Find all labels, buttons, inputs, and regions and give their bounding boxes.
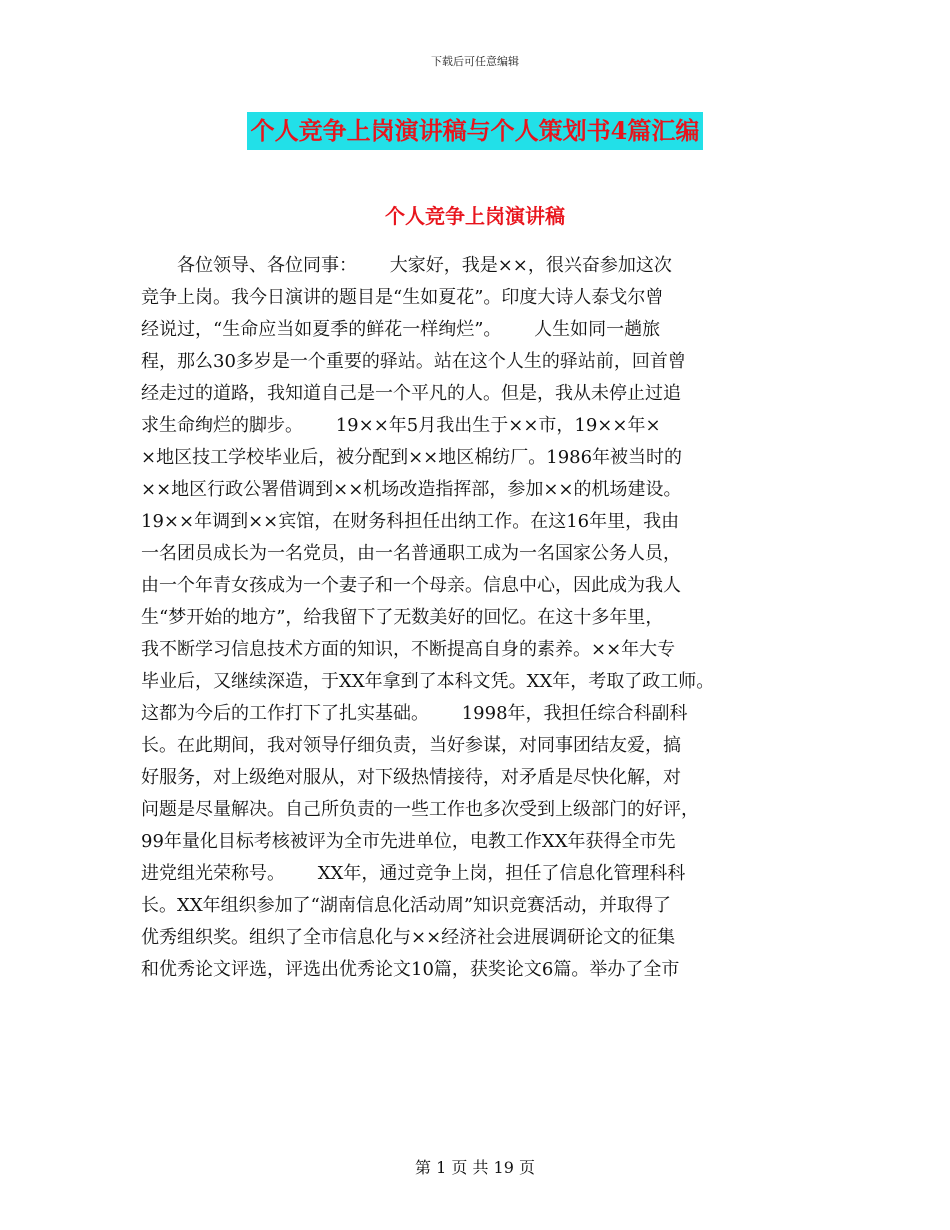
body-text-line: 程，那么30多岁是一个重要的驿站。站在这个人生的驿站前，回首曾 (141, 351, 686, 372)
body-text-line: 生“梦开始的地方”，给我留下了无数美好的回忆。在这十多年里， (141, 607, 664, 628)
body-text-line: ×地区技工学校毕业后，被分配到××地区棉纺厂。1986年被当时的 (141, 447, 683, 468)
document-title-container (0, 112, 950, 150)
body-text-line: 经走过的道路，我知道自己是一个平凡的人。但是，我从未停止过追 (141, 383, 681, 404)
section-title: 个人竞争上岗演讲稿 (385, 204, 565, 228)
body-text-line: 毕业后，又继续深造，于XX年拿到了本科文凭。XX年，考取了政工师。 (141, 671, 715, 692)
document-title: 个人竞争上岗演讲稿与个人策划书4篇汇编 (247, 112, 704, 150)
body-text-line: 好服务，对上级绝对服从，对下级热情接待，对矛盾是尽快化解，对 (141, 767, 681, 788)
body-text-line: 优秀组织奖。组织了全市信息化与××经济社会进展调研论文的征集 (141, 927, 676, 948)
body-text-line: 和优秀论文评选，评选出优秀论文10篇，获奖论文6篇。举办了全市 (141, 959, 680, 980)
body-text-line: 我不断学习信息技术方面的知识，不断提高自身的素养。××年大专 (141, 639, 676, 660)
body-text-line: 长。在此期间，我对领导仔细负责，当好参谋，对同事团结友爱，搞 (141, 735, 681, 756)
body-text-line: 进党组光荣称号。 XX年，通过竞争上岗，担任了信息化管理科科 (141, 863, 686, 884)
body-text-line: 问题是尽量解决。自己所负责的一些工作也多次受到上级部门的好评， (141, 799, 699, 820)
body-text-line: 求生命绚烂的脚步。 19××年5月我出生于××市，19××年× (141, 415, 661, 436)
body-text-line: 长。XX年组织参加了“湖南信息化活动周”知识竞赛活动，并取得了 (141, 895, 672, 916)
body-text-line: 竞争上岗。我今日演讲的题目是“生如夏花”。印度大诗人泰戈尔曾 (141, 287, 664, 308)
page-footer: 第 1 页 共 19 页 (415, 1158, 535, 1177)
body-text-line: 一名团员成长为一名党员，由一名普通职工成为一名国家公务人员， (141, 543, 681, 564)
body-text-line: 19××年调到××宾馆，在财务科担任出纳工作。在这16年里，我由 (141, 511, 680, 532)
body-text-line: 经说过，“生命应当如夏季的鲜花一样绚烂”。 人生如同一趟旅 (141, 319, 661, 340)
body-text (141, 250, 811, 986)
body-text-line: 由一个年青女孩成为一个妻子和一个母亲。信息中心，因此成为我人 (141, 575, 681, 596)
body-text-line: 99年量化目标考核被评为全市先进单位，电教工作XX年获得全市先 (141, 831, 676, 852)
body-text-line: ××地区行政公署借调到××机场改造指挥部，参加××的机场建设。 (141, 479, 682, 500)
body-text-line: 各位领导、各位同事： 大家好，我是××，很兴奋参加这次 (141, 255, 672, 276)
body-text-line: 这都为今后的工作打下了扎实基础。 1998年，我担任综合科副科 (141, 703, 688, 724)
page-header-note: 下载后可任意编辑 (431, 55, 519, 68)
